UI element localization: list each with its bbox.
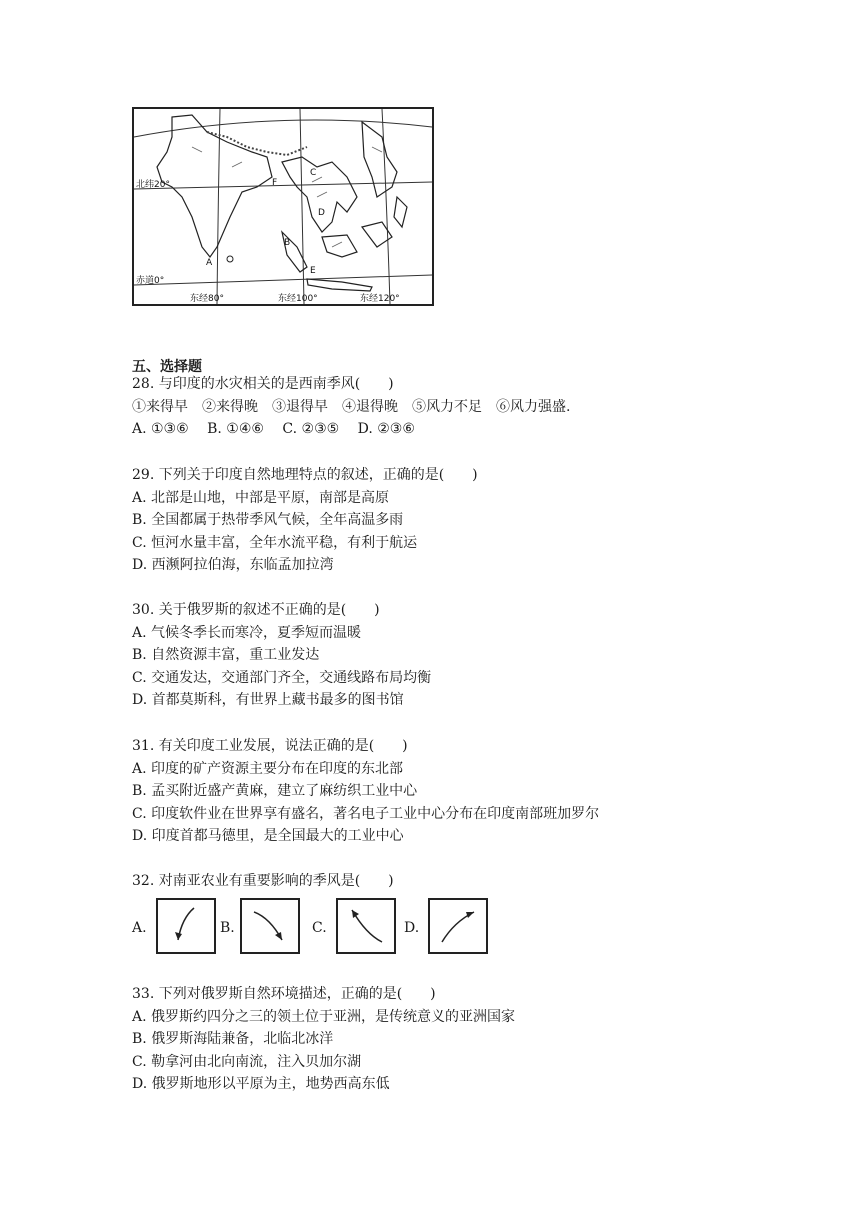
question-option: B. 俄罗斯海陆兼备，北临北冰洋 [132, 1031, 334, 1047]
question-option: C. 勒拿河由北向南流，注入贝加尔湖 [132, 1053, 362, 1070]
map-lon-label-120: 东经120° [360, 294, 400, 304]
question-option: B. 全国都属于热带季风气候，全年高温多雨 [132, 512, 404, 528]
question-line: A. ①③⑥ B. ①④⑥ C. ②③⑤ D. ②③⑥ [132, 421, 415, 437]
map-point-b: B [284, 238, 291, 248]
question-stem: 33. 下列对俄罗斯自然环境描述，正确的是( ) [132, 986, 436, 1002]
section-title: 五、选择题 [132, 359, 202, 375]
question-option: A. 北部是山地，中部是平原，南部是高原 [132, 489, 390, 506]
question-32 [132, 870, 772, 893]
map-equator-label: 赤道0° [136, 276, 165, 286]
question-stem: 31. 有关印度工业发展，说法正确的是( ) [132, 738, 408, 754]
question-29 [132, 464, 772, 577]
arrow-option-a-icon [156, 898, 216, 954]
question-option: B. 孟买附近盛产黄麻，建立了麻纺织工业中心 [132, 783, 418, 799]
south-asia-map-figure [132, 107, 434, 306]
arrow-option-c-icon [336, 898, 396, 954]
arrow-option-b-icon [240, 898, 300, 954]
map-point-a: A [206, 258, 213, 268]
map-lon-label-100: 东经100° [278, 294, 318, 304]
question-option: D. 印度首都马德里，是全国最大的工业中心 [132, 828, 404, 844]
option-d-label: D. [404, 920, 420, 936]
question-option: C. 印度软件业在世界享有盛名，著名电子工业中心分布在印度南部班加罗尔 [132, 805, 600, 822]
question-stem: 32. 对南亚农业有重要影响的季风是( ) [132, 873, 394, 889]
question-option: C. 恒河水量丰富，全年水流平稳，有利于航运 [132, 534, 418, 551]
question-32-options [132, 898, 532, 960]
question-option: A. 气候冬季长而寒冷，夏季短而温暖 [132, 624, 362, 641]
arrow-option-d-icon [428, 898, 488, 954]
question-line: ①来得早 ②来得晚 ③退得早 ④退得晚 ⑤风力不足 ⑥风力强盛. [132, 398, 571, 415]
option-c-label: C. [312, 920, 327, 936]
question-30 [132, 599, 772, 712]
question-stem: 29. 下列关于印度自然地理特点的叙述，正确的是( ) [132, 467, 478, 483]
map-lat-label: 北纬20° [136, 180, 170, 190]
question-stem: 28. 与印度的水灾相关的是西南季风( ) [132, 376, 394, 392]
map-point-e: E [310, 266, 316, 276]
question-option: B. 自然资源丰富，重工业发达 [132, 647, 320, 663]
map-point-c: C [310, 168, 317, 178]
map-point-d: D [318, 208, 325, 218]
map-point-f: F [272, 178, 278, 188]
question-31 [132, 735, 772, 848]
option-a-label: A. [132, 920, 147, 936]
question-option: D. 首都莫斯科，有世界上藏书最多的图书馆 [132, 692, 404, 708]
question-option: D. 俄罗斯地形以平原为主，地势西高东低 [132, 1076, 390, 1092]
question-28 [132, 373, 772, 441]
question-option: C. 交通发达，交通部门齐全，交通线路布局均衡 [132, 669, 432, 686]
question-stem: 30. 关于俄罗斯的叙述不正确的是( ) [132, 602, 380, 618]
question-option: A. 印度的矿产资源主要分布在印度的东北部 [132, 760, 404, 777]
question-option: A. 俄罗斯约四分之三的领土位于亚洲，是传统意义的亚洲国家 [132, 1008, 516, 1025]
map-lon-label-80: 东经80° [190, 294, 224, 304]
option-b-label: B. [220, 920, 235, 936]
question-33 [132, 983, 772, 1096]
question-option: D. 西濒阿拉伯海，东临孟加拉湾 [132, 557, 334, 573]
